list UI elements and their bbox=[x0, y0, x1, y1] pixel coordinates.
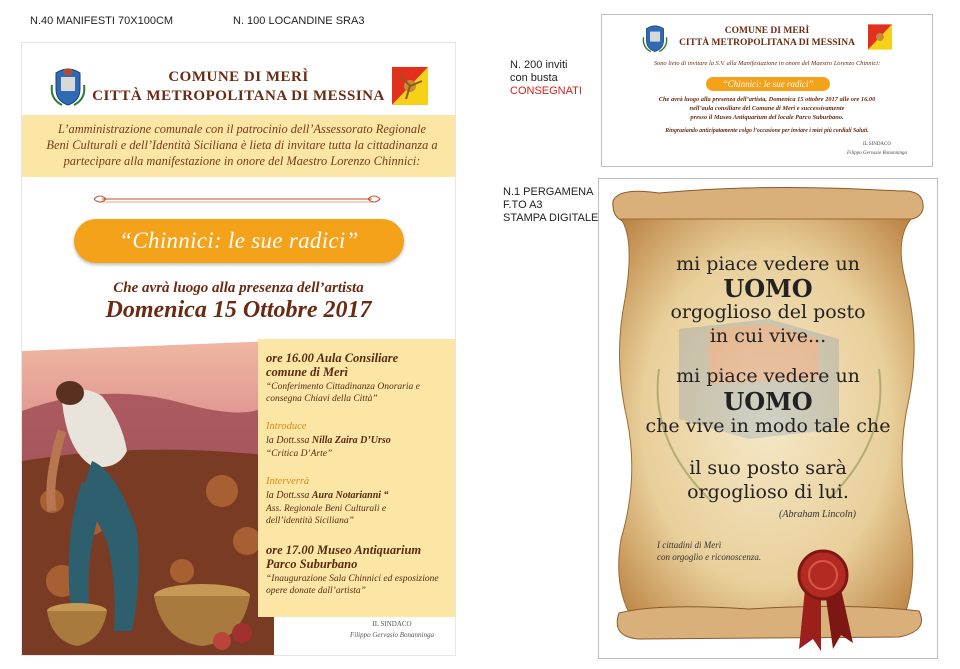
poster-title-line1: COMUNE DI MERÌ bbox=[168, 69, 309, 85]
caption-pergamena-line2: F.TO A3 bbox=[503, 199, 543, 211]
parchment-footer-line2: con orgoglio e riconoscenza. bbox=[657, 552, 762, 562]
quote-line8: il suo posto sarà bbox=[689, 457, 847, 479]
caption-inviti-status: CONSEGNATI bbox=[510, 85, 582, 97]
invite-signature-name: Filippo Gervasio Bonanninga bbox=[847, 151, 907, 156]
program-2-role: “Critica D’Arte” bbox=[266, 449, 333, 459]
quote-line1: mi piace vedere un bbox=[676, 253, 860, 275]
parchment-footer bbox=[657, 539, 761, 563]
invite-title-line2: CITTÀ METROPOLITANA DI MESSINA bbox=[679, 38, 855, 48]
caption-pergamena-line3: STAMPA DIGITALE bbox=[503, 212, 599, 224]
invite-body-line1: Che avrà luogo alla presenza dell’artista, Domenica 15 ottobre 2017 alle ore 16.00 bbox=[658, 96, 876, 103]
invite-signature bbox=[827, 140, 927, 158]
quote-line3: orgoglioso del posto bbox=[670, 301, 866, 323]
invite-thanks: Ringraziando anticipatamente colgo l’occasione per inviare i miei più cordiali Saluti. bbox=[665, 128, 869, 134]
poster-signature bbox=[342, 619, 442, 641]
parchment-frame bbox=[598, 178, 938, 659]
quote-line9: orgoglioso di lui. bbox=[687, 481, 849, 503]
invite-event-banner bbox=[706, 77, 830, 91]
invite-title-line1: COMUNE DI MERÌ bbox=[724, 26, 810, 36]
invite-event-name: “Chinnici: le sue radici” bbox=[722, 79, 814, 89]
program-4-desc: “Inaugurazione Sala Chinnici ed esposizione opere donate dall’artista” bbox=[266, 574, 439, 596]
program-2-name: Nilla Zaira D’Urso bbox=[311, 435, 391, 446]
program-2-name-line bbox=[266, 435, 391, 447]
program-3-name: Aura Notarianni “ bbox=[311, 490, 389, 501]
invite-body-line2: nell’aula consiliare del Comune di Merì e successivamente bbox=[689, 105, 845, 112]
caption-manifesti: N.40 MANIFESTI 70X100CM bbox=[30, 15, 174, 27]
caption-pergamena-line1: N.1 PERGAMENA bbox=[503, 186, 594, 198]
program-3-name-prefix: la Dott.ssa bbox=[266, 490, 312, 501]
program-4-head1: ore 17.00 Museo Antiquarium bbox=[266, 543, 422, 557]
poster-signature-name: Filippo Gervasio Bonanninga bbox=[350, 631, 434, 639]
invite-intro: Sono lieto di invitare la S.V. alla Manifestazione in onore del Maestro Lorenzo Chinnici: bbox=[653, 60, 881, 67]
invitation-card bbox=[601, 14, 933, 167]
quote-line2: UOMO bbox=[723, 274, 813, 303]
quote-author: (Abraham Lincoln) bbox=[779, 509, 856, 520]
program-2-label: Introduce bbox=[266, 421, 307, 432]
program-1-head1: ore 16.00 Aula Consiliare bbox=[266, 351, 399, 365]
event-name-banner bbox=[74, 219, 404, 263]
parchment-footer-line1: I cittadini di Merì bbox=[657, 540, 722, 550]
program-1-head2: comune di Merì bbox=[266, 365, 348, 379]
program-4-head2: Parco Suburbano bbox=[266, 557, 358, 571]
event-name: “Chinnici: le sue radici” bbox=[119, 228, 359, 253]
presence-line: Che avrà luogo alla presenza dell’artista bbox=[113, 280, 364, 296]
poster-intro-text: L’amministrazione comunale con il patrocinio dell’Assessorato Regionale Beni Culturali e dell’Identità Siciliana è lieta di invitare tutta la cittadinanza a partecipare alla manifestazione in onore del Maestro Lorenzo Chinnici: bbox=[46, 122, 438, 168]
painting-farmer bbox=[22, 341, 274, 655]
caption-locandine: N. 100 LOCANDINE SRA3 bbox=[233, 15, 365, 27]
program-1-desc: “Conferimento Cittadinanza Onoraria e consegna Chiavi della Città” bbox=[266, 382, 420, 404]
quote-line5: mi piace vedere un bbox=[676, 365, 860, 387]
program-3-role: Ass. Regionale Beni Culturali e dell’identità Siciliana” bbox=[266, 504, 387, 526]
program-2-name-prefix: la Dott.ssa bbox=[266, 435, 312, 446]
invite-body-line3: presso il Museo Antiquarium del locale Parco Suburbano. bbox=[690, 114, 844, 121]
quote-line4: in cui vive... bbox=[709, 325, 827, 347]
poster-title-line2: CITTÀ METROPOLITANA DI MESSINA bbox=[92, 88, 385, 104]
poster bbox=[21, 42, 456, 656]
caption-inviti bbox=[510, 59, 582, 98]
caption-inviti-line2: con busta bbox=[510, 72, 558, 84]
quote-line6: UOMO bbox=[723, 387, 813, 416]
caption-inviti-line1: N. 200 inviti bbox=[510, 59, 568, 71]
poster-signature-role: IL SINDACO bbox=[372, 620, 412, 628]
caption-pergamena bbox=[503, 186, 598, 225]
ornament-divider bbox=[92, 193, 382, 205]
quote-line7: che vive in modo tale che bbox=[645, 415, 891, 437]
program-3-name-line bbox=[266, 490, 389, 502]
invite-signature-role: IL SINDACO bbox=[862, 142, 891, 147]
event-date: Domenica 15 Ottobre 2017 bbox=[105, 297, 372, 323]
program-3-label: Interverrà bbox=[266, 476, 310, 487]
